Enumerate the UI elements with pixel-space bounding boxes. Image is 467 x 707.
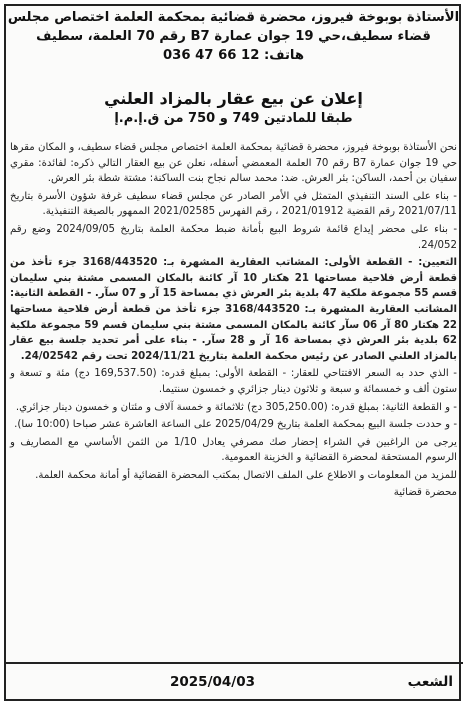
opening-price-paragraph: - الذي حدد به السعر الافتتاحي للعقار: - القطعة الأولى: بمبلغ قدره: (169,537.50 دج) مئة و تسعة و ستون ألف و خمسمائة و سبعة و ثلاثون دينار جزائري و خمسون سنتيما.	[10, 368, 457, 395]
publication-footer	[10, 670, 457, 694]
announcement-heading	[6, 88, 461, 128]
enforcement-title-paragraph: - بناء على السند التنفيذي المتمثل في الأمر الصادر عن مجلس قضاء سطيف غرفة شؤون الأسرة بتاريخ 2021/07/11 رقم القضية 2021/01912 ، رقم الفهرس 2021/02585 الممهور بالصيغة التنفيذية.	[10, 190, 457, 218]
contact-paragraph: للمزيد من المعلومات و الاطلاع على الملف الاتصال بمكتب المحضرة القضائية أو أمانة محكمة العلمة.	[35, 469, 457, 481]
buyer-requirements-paragraph: يرجى من الراغبين في الشراء إحضار صك مصرفي يعادل 1/10 من الثمن الأساسي مع المصاريف و الرسوم المستحقة لمحضرة القضائية و الخزينة العمومية.	[10, 436, 457, 464]
footer-divider	[4, 662, 463, 664]
bailiff-name-line: الأستاذة بوبوخة فيروز، محضرة قضائية بمحكمة العلمة اختصاص مجلس	[7, 10, 460, 25]
sale-session-paragraph: - و حددت جلسة البيع بمحكمة العلمة بتاريخ 2025/04/29 على الساعة العاشرة عشر صباحا (10:00 سا).	[14, 419, 457, 431]
publication-date: 2025/04/03	[170, 674, 256, 690]
bailiff-header	[6, 8, 461, 65]
announcement-title: إعلان عن بيع عقار بالمزاد العلني	[104, 89, 363, 108]
signature-line: محضرة قضائية	[393, 487, 457, 499]
announcement-subtitle: طبقا للمادتين 749 و 750 من ق.إ.م.إ	[114, 111, 353, 126]
second-lot-price-paragraph: - و القطعة الثانية: بمبلغ قدره: (305,250.00 دج) ثلاثمائة و خمسة آلاف و مئتان و خمسون دينار جزائري.	[15, 401, 457, 413]
notice-body	[10, 140, 457, 503]
bailiff-phone: هاتف: 12 66 47 036	[162, 48, 304, 63]
intro-paragraph: نحن الأستاذة بوبوخة فيروز، محضرة قضائية بمحكمة العلمة اختصاص مجلس قضاء سطيف، و المكان مقرها حي 19 جوان عمارة B7 رقم 70 العلمة المعمضي أسفله، نعلن عن بيع العقار التالي ذكره: لفائدة: مقري سفيان بن أحمد، الساكن: بئر العرش. ضد: محمد سالم نجاح بنت الساكنة: مشتة شطة بئر العرش.	[10, 142, 458, 185]
publication-name: الشعب	[407, 674, 453, 690]
deposit-paragraph: - بناء على محضر إيداع قائمة شروط البيع بأمانة ضبط محكمة العلمة بتاريخ 2024/09/05 وضع رقم 24/052.	[10, 223, 457, 251]
property-designation-paragraph: التعيين: - القطعة الأولى: المشاتب العقارية المشهرة بـ: 3168/443520 جزء تأخذ من قطعة أرض فلاحية مساحتها 21 هكتار 10 آر كائنة بالمكان المسمى مشتة بني سليمان قسم 55 مجموعة ملكية 47 بلدية بئر العرش ذي بمساحة 15 آر و 07 سآر. - القطعة الثانية: المشاتب العقارية المشهرة بـ: 3168/443520 جزء تأخذ من قطعة أرض فلاحية مساحتها 22 هكتار 80 آر 06 سآر كائنة بالمكان المسمى مشتة بني سليمان قسم 59 مجموعة ملكية 62 بلدية بئر العرش ذي بمساحة 16 آر و 28 سآر. - بناء على أمر تحديد جلسة بيع عقار بالمزاد العلني الصادر عن رئيس محكمة العلمة بتاريخ 2024/11/21 تحت رقم 24/02542.	[10, 257, 458, 362]
bailiff-address-line: قضاء سطيف،حي 19 جوان عمارة B7 رقم 70 العلمة، سطيف	[36, 29, 431, 44]
